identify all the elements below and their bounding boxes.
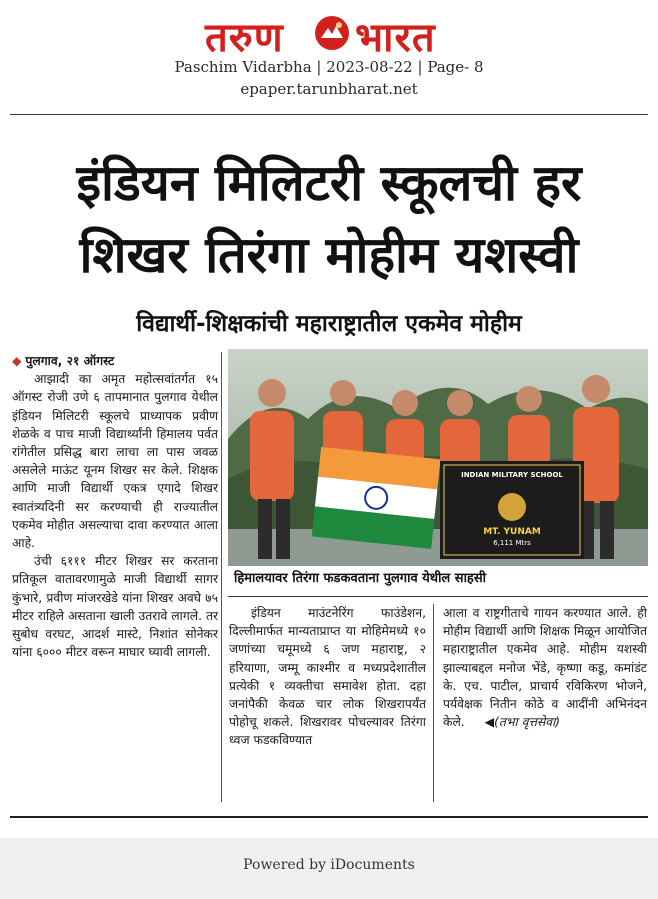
photo-caption: हिमालयावर तिरंगा फडकवताना पुलगाव येथील साहसी — [234, 571, 486, 586]
bottom-divider — [10, 816, 648, 818]
article-photo — [228, 349, 648, 566]
banner-title: INDIAN MILITARY SCHOOL — [461, 471, 563, 479]
article-column-2 — [229, 604, 426, 750]
column-divider — [221, 352, 222, 802]
dateline: पुलगाव, २१ ऑगस्ट — [25, 354, 115, 368]
diamond-bullet-icon: ◆ — [12, 354, 22, 368]
news-credit: (तभा वृत्तसेवा) — [494, 715, 561, 730]
epaper-url[interactable]: epaper.tarunbharat.net — [240, 80, 418, 98]
paragraph-text: आला व राष्ट्रगीताचे गायन करण्यात आले. ही मोहीम विद्यार्थी आणि शिक्षक मिळून आयोजित महाराष्ट्रातील एकमेव आहे. मोहीम यशस्वी झाल्याबद्दल मनोज भेंडे, कृष्णा कडू, कमांडंट के. एच. पाटील, प्राचार्य रविकिरण भोजने, पर्यवेक्षक नितीन कोठे व आदींनी अभिनंदन केले. — [443, 606, 647, 730]
footer — [0, 838, 658, 899]
edition-line: Paschim Vidarbha | 2023-08-22 | Page- 8 — [174, 58, 484, 76]
logo-emblem-icon — [315, 16, 349, 50]
divider — [10, 114, 648, 115]
paragraph: आझादी का अमृत महोत्सवांतर्गत १५ ऑगस्ट रोजी उणे ६ तापमानात पुलगाव येथील इंडियन मिलिटरी स्कूलचे प्राध्यापक प्रवीण शेळके व पाच माजी विद्यार्थ्यांनी हिमालय पर्वत रांगेतील प्रसिद्ध बारा लाचा ला पास जवळ असलेले माऊंट यूनम शिखर सर केले. शिक्षक आणि माजी विद्यार्थी एकत्र एगादे शिखर स्वातंत्र्यदिनी सर करण्याची ही राज्यातील एकमेव मोहीत असल्याचा दावा करण्यात आला आहे. — [12, 372, 218, 551]
credit-arrow-icon: ◀ — [484, 715, 495, 730]
logo-right-text: भारत — [355, 15, 436, 61]
logo-left-text: तरुण — [205, 15, 284, 61]
banner-height: 6,111 Mtrs — [493, 539, 531, 547]
banner-peak: MT. YUNAM — [483, 527, 541, 537]
newspaper-logo — [205, 8, 455, 60]
paragraph: इंडियन माउंटनेरिंग फाउंडेशन, दिल्लीमार्फत मान्यताप्राप्त या मोहिमेमध्ये १० जणांच्या चमूमध्ये ६ जण महाराष्ट्र, २ हरियाणा, जम्मू काश्मीर व मध्यप्रदेशातील प्रत्येकी १ व्यक्तीचा समावेश होता. दहा जनांपैकी केवळ चार लोक शिखरापर्यंत पोहोचू शकले. शिखरावर पोचल्यावर तिरंगा ध्वज फडकविण्यात — [229, 606, 426, 748]
headline-line-2: शिखर तिरंगा मोहीम यशस्वी — [79, 226, 579, 284]
subheadline: विद्यार्थी-शिक्षकांची महाराष्ट्रातील एकमेव मोहीम — [136, 311, 522, 337]
column-divider — [433, 604, 434, 802]
paragraph — [443, 604, 647, 731]
masthead — [0, 0, 658, 110]
paragraph: उंची ६१११ मीटर शिखर सर करताना प्रतिकूल वातावरणामुळे माजी विद्यार्थी सागर कुंभारे, प्रवीण मांजरखेडे यांना शिखर अवघे ७५ मीटर राहिले असताना खाली उतरावे लागले. तर सुबोध वरघट, आदर्श मास्टे, निशांत सोनेकर यांना ६००० मीटर वरून माघार घ्यावी लागली. — [12, 554, 218, 660]
article-column-1 — [12, 352, 218, 661]
headline-line-1: इंडियन मिलिटरी स्कूलची हर — [76, 154, 582, 212]
caption-divider — [228, 596, 648, 597]
article-column-3 — [443, 604, 647, 731]
powered-by-link[interactable]: Powered by iDocuments — [243, 857, 415, 873]
